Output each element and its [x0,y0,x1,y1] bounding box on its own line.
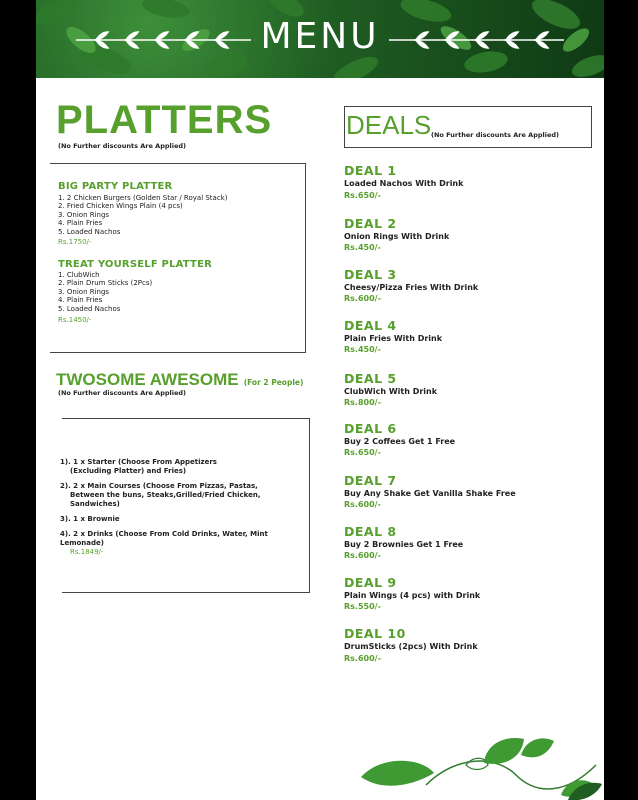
deal-title: DEAL 6 [344,421,397,436]
deal-desc: Buy 2 Coffees Get 1 Free [344,437,456,446]
list-item: 1). 1 x Starter (Choose From Appetizers [60,458,217,466]
deal-desc: Buy Any Shake Get Vanilla Shake Free [344,489,516,498]
deal-price: Rs.450/- [344,243,381,252]
deal-title: DEAL 3 [344,267,397,282]
platters-heading: PLATTERS [56,98,273,142]
treat-yourself-list [58,271,152,313]
deal-title: DEAL 1 [344,163,397,178]
deal-title: DEAL 2 [344,216,397,231]
deal-title: DEAL 4 [344,318,397,333]
menu-banner [36,0,604,78]
deal-desc: Onion Rings With Drink [344,232,450,241]
deals-note: (No Further discounts Are Applied) [431,131,559,139]
deal-desc: ClubWich With Drink [344,387,438,396]
deal-desc: Loaded Nachos With Drink [344,179,464,188]
deal-title: DEAL 5 [344,371,397,386]
twosome-note: (No Further discounts Are Applied) [58,389,186,397]
list-item: 5. Loaded Nachos [58,227,121,236]
deal-price: Rs.800/- [344,398,381,407]
list-item: 4). 2 x Drinks (Choose From Cold Drinks, Water, Mint Lemonade) [60,530,268,547]
twosome-heading [56,370,303,390]
twosome-list [60,458,310,548]
deal-price: Rs.650/- [344,191,381,200]
big-party-price: Rs.1750/- [58,238,92,246]
list-item: 4. Plain Fries [58,296,103,305]
twosome-subtitle: (For 2 People) [243,378,304,387]
list-item: 3. Onion Rings [58,210,110,219]
deal-desc: Plain Wings (4 pcs) with Drink [344,591,481,600]
list-item: 1. 2 Chicken Burgers (Golden Star / Royal Stack) [58,194,228,202]
list-item: 3. Onion Rings [58,287,110,296]
deal-price: Rs.600/- [344,551,381,560]
deal-title: DEAL 7 [344,473,397,488]
list-item: (Excluding Platter) and Fries) [70,467,187,475]
big-party-list [58,194,227,236]
deal-desc: Plain Fries With Drink [344,334,443,343]
treat-yourself-title: TREAT YOURSELF PLATTER [58,259,213,270]
treat-yourself-price: Rs.1450/- [58,316,92,324]
deal-desc: Cheesy/Pizza Fries With Drink [344,283,479,292]
deal-price: Rs.600/- [344,654,381,663]
menu-title: MENU [260,16,380,57]
deal-price: Rs.550/- [344,602,381,611]
list-item: 2). 2 x Main Courses (Choose From Pizzas, Pastas, [60,482,258,490]
deal-title: DEAL 9 [344,575,397,590]
deal-price: Rs.600/- [344,500,381,509]
deals-heading: DEALS [346,110,432,140]
list-item: 5. Loaded Nachos [58,304,121,313]
deal-title: DEAL 8 [344,524,397,539]
deal-price: Rs.600/- [344,294,381,303]
list-item: 4. Plain Fries [58,219,103,228]
deal-title: DEAL 10 [344,626,406,641]
list-item: 3). 1 x Brownie [60,515,120,523]
twosome-title: TWOSOME AWESOME [56,370,239,389]
deal-price: Rs.450/- [344,345,381,354]
deal-desc: DrumSticks (2pcs) With Drink [344,642,478,651]
deal-price: Rs.650/- [344,448,381,457]
list-item: 1. ClubWich [58,271,100,279]
deal-desc: Buy 2 Brownies Get 1 Free [344,540,464,549]
list-item: 2. Plain Drum Sticks (2Pcs) [58,279,153,288]
big-party-title: BIG PARTY PLATTER [58,181,173,192]
list-item: Between the buns, Steaks,Grilled/Fried Chicken, Sandwiches) [70,491,261,508]
platters-note: (No Further discounts Are Applied) [58,142,186,150]
leaf-corner-icon [566,780,604,800]
menu-page [36,0,604,800]
list-item: 2. Fried Chicken Wings Plain (4 pcs) [58,202,183,211]
twosome-price: Rs.1849/- [70,548,104,556]
